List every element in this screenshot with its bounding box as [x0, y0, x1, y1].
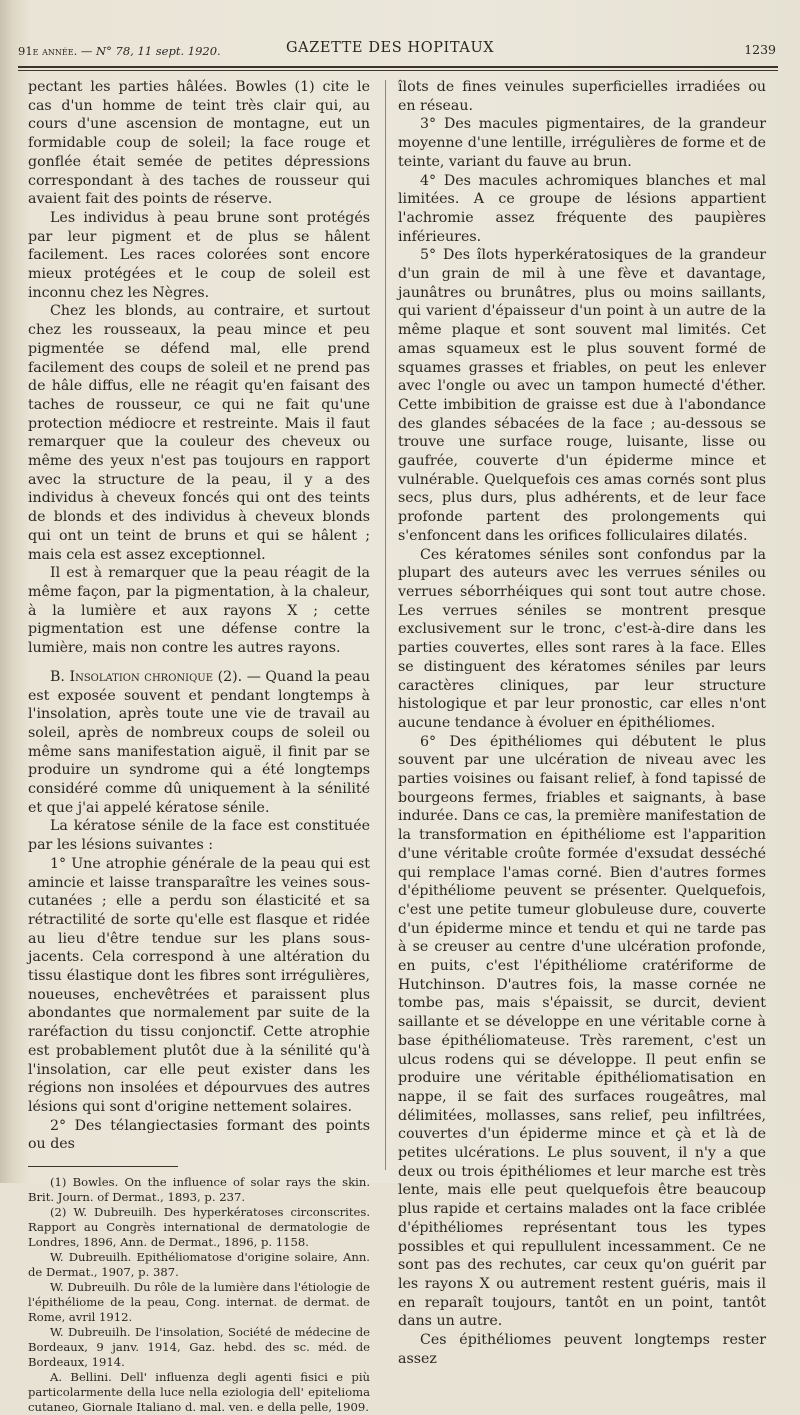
footnote: W. Dubreuilh. De l'insolation, Société de médecine de Bordeaux, 9 janv. 1914, Gaz. hebd. des sc. méd. de Bordeaux, 1914.	[28, 1325, 370, 1370]
section-paragraph	[28, 668, 370, 818]
footnote: (2) W. Dubreuilh. Des hyperkératoses circonscrites. Rapport au Congrès international de dermatologie de Londres, 1896, Ann. de Dermat., 1896, p. 1158.	[28, 1205, 370, 1250]
footnote: W. Dubreuilh. Du rôle de la lumière dans l'étiologie de l'épithéliome de la peau, Cong. internat. de dermat. de Rome, avril 1912.	[28, 1280, 370, 1325]
header-rule-thick	[18, 66, 778, 68]
paragraph: îlots de fines veinules superficielles irradiées ou en réseau.	[398, 79, 766, 114]
annee: 91e année.	[18, 44, 78, 58]
paragraph: Ces kératomes séniles sont confondus par la plupart des auteurs avec les verrues séniles ou verrues séborrhéiques qui sont tout autre chose. Les verrues séniles se montrent presque exclusivement sur le tronc, c'est-à-dire dans les parties couvertes, elles sont rares à la face. Elles se distinguent des kératomes séniles par leurs caractères cliniques, par leur structure histologique et par leur pronostic, car elles n'ont aucune tendance à évoluer en épithéliomes.	[398, 546, 766, 731]
paragraph: 2° Des télangiectasies formant des points ou des	[28, 1117, 370, 1153]
issue-number: — N° 78, 11 sept. 1920.	[80, 44, 221, 58]
paragraph: 3° Des macules pigmentaires, de la grandeur moyenne d'une lentille, irrégulières de forme et de teinte, variant du fauve au brun.	[398, 116, 766, 170]
paragraph: 6° Des épithéliomes qui débutent le plus souvent par une ulcération de niveau avec les parties voisines ou faisant relief, à fond tapissé de bourgeons fermes, friables et saignants, à base indurée. Dans ce cas, la première manifestation de la transformation en épithéliome est l'apparition d'une véritable croûte formée d'exsudat desséché qui remplace l'amas corné. Bien d'autres formes d'épithéliome peuvent se présenter. Quelquefois, c'est une petite tumeur globuleuse dure, couverte d'un épiderme mince et tendu et qui ne tarde pas à se creuser au centre d'une ulcération profonde, en puits, c'est l'épithéliome cratériforme de Hutchinson. D'autres fois, la masse cornée ne tombe pas, mais s'épaissit, se durcit, devient saillante et se développe en une véritable corne à base épithéliomateuse. Très rarement, c'est un ulcus rodens qui se développe. Il peut enfin se produire une véritable épithéliomatisation en nappe, il se fait des surfaces rougeâtres, mal délimitées, mollasses, sans relief, peu infiltrées, couvertes d'un épiderme mince et çà et là de petites ulcérations. Le plus souvent, il n'y a que deux ou trois épithéliomes et leur marche est très lente, mais elle peut quelquefois être beaucoup plus rapide et certains malades ont la face criblée d'épithéliomes représentant tous les types possibles et qui repullulent incessamment. Ce ne sont pas des rechutes, car ceux qu'on guérit par les rayons X ou autrement restent guéris, mais il en reparaît toujours, tantôt en un point, tantôt dans un autre.	[398, 733, 766, 1330]
paragraph: La kératose sénile de la face est constituée par les lésions suivantes :	[28, 818, 370, 854]
footnote: W. Dubreuilh. Epithéliomatose d'origine solaire, Ann. de Dermat., 1907, p. 387.	[28, 1250, 370, 1280]
section-text: (2). — Quand la peau est exposée souvent et pendant longtemps à l'insolation, après toute une vie de travail au soleil, après de nombreux coups de soleil ou même sans manifestation aiguë, il finit par se produire un syndrome qui a été longtemps considéré comme dû uniquement à la sénilité et que j'ai appelé kératose sénile.	[28, 668, 371, 816]
page-header	[18, 36, 776, 64]
column-divider	[385, 80, 386, 1170]
paragraph: Il est à remarquer que la peau réagit de la même façon, par la pigmentation, à la chaleur, à la lumière et aux rayons X ; cette pigmentation est une défense contre la lumière, mais non contre les autres rayons.	[28, 565, 370, 657]
paragraph: Chez les blonds, au contraire, et surtout chez les rousseaux, la peau mince et peu pigmentée se défend mal, elle prend facilement des coups de soleil et ne prend pas de hâle diffus, elle ne réagit qu'en faisant des taches de rousseur, ce qui ne fait qu'une protection médiocre et restreinte. Mais il faut remarquer que la couleur des cheveux ou même des yeux n'est pas toujours en rapport avec la structure de la peau, il y a des individus à cheveux foncés qui ont des teints de blonds et des individus à cheveux blonds qui ont un teint de bruns et qui se hâlent ; mais cela est assez exceptionnel.	[28, 303, 370, 563]
page-number: 1239	[744, 42, 776, 57]
right-column	[398, 78, 766, 1369]
paragraph: 4° Des macules achromiques blanches et mal limitées. A ce groupe de lésions appartient l'achromie assez fréquente des paupières inférieures.	[398, 172, 766, 245]
journal-title: GAZETTE DES HOPITAUX	[286, 40, 495, 56]
header-rule-thin	[18, 70, 778, 71]
footnote: A. Bellini. Dell' influenza degli agenti fisici e più particolarmente della luce nella eziologia dell' epitelioma cutaneo, Giornale Italiano d. mal. ven. e della pelle, 1909.	[28, 1370, 370, 1415]
paragraph: Ces épithéliomes peuvent longtemps rester assez	[398, 1332, 766, 1367]
paragraph: 1° Une atrophie générale de la peau qui est amincie et laisse transparaître les veines sous-cutanées ; elle a perdu son élasticité et sa rétractilité de sorte qu'elle est flasque et ridée au lieu d'être tendue sur les plans sous-jacents. Cela correspond à une altération du tissu élastique dont les fibres sont irrégulières, noueuses, enchevêtrées et paraissent plus abondantes que normalement par suite de la raréfaction du tissu conjonctif. Cette atrophie est probablement plutôt due à la sénilité qu'à l'insolation, car elle peut exister dans les régions non insolées et dépourvues des autres lésions qui sont d'origine nettement solaires.	[28, 855, 370, 1115]
footnote: (1) Bowles. On the influence of solar rays the skin. Brit. Journ. of Dermat., 1893, p. 237.	[28, 1175, 370, 1205]
section-heading: B. Insolation chronique	[50, 668, 214, 685]
left-column	[28, 78, 370, 1415]
issue-info	[18, 44, 221, 58]
footnote-rule	[28, 1166, 178, 1167]
paragraph: 5° Des îlots hyperkératosiques de la grandeur d'un grain de mil à une fève et davantage, jaunâtres ou brunâtres, plus ou moins saillants, qui varient d'épaisseur d'un point à un autre de la même plaque et sont souvent mal limités. Cet amas squameux est le plus souvent formé de squames grasses et friables, on peut les enlever avec l'ongle ou avec un tampon humecté d'éther. Cette imbibition de graisse est due à l'abondance des glandes sébacées de la face ; au-dessous se trouve une surface rouge, luisante, lisse ou gaufrée, couverte d'un épiderme mince et vulnérable. Quelquefois ces amas cornés sont plus secs, plus durs, plus adhérents, et de leur face profonde partent des prolongements qui s'enfoncent dans les orifices folliculaires dilatés.	[398, 247, 766, 544]
paragraph: pectant les parties hâlées. Bowles (1) cite le cas d'un homme de teint très clair qui, au cours d'une ascension de montagne, eut un formidable coup de soleil; la face rouge et gonflée était semée de petites dépressions correspondant à des taches de rousseur qui avaient fait des points de réserve.	[28, 79, 370, 208]
paragraph: Les individus à peau brune sont protégés par leur pigment et de plus se hâlent facilement. Les races colorées sont encore mieux protégées et le coup de soleil est inconnu chez les Nègres.	[28, 209, 370, 301]
